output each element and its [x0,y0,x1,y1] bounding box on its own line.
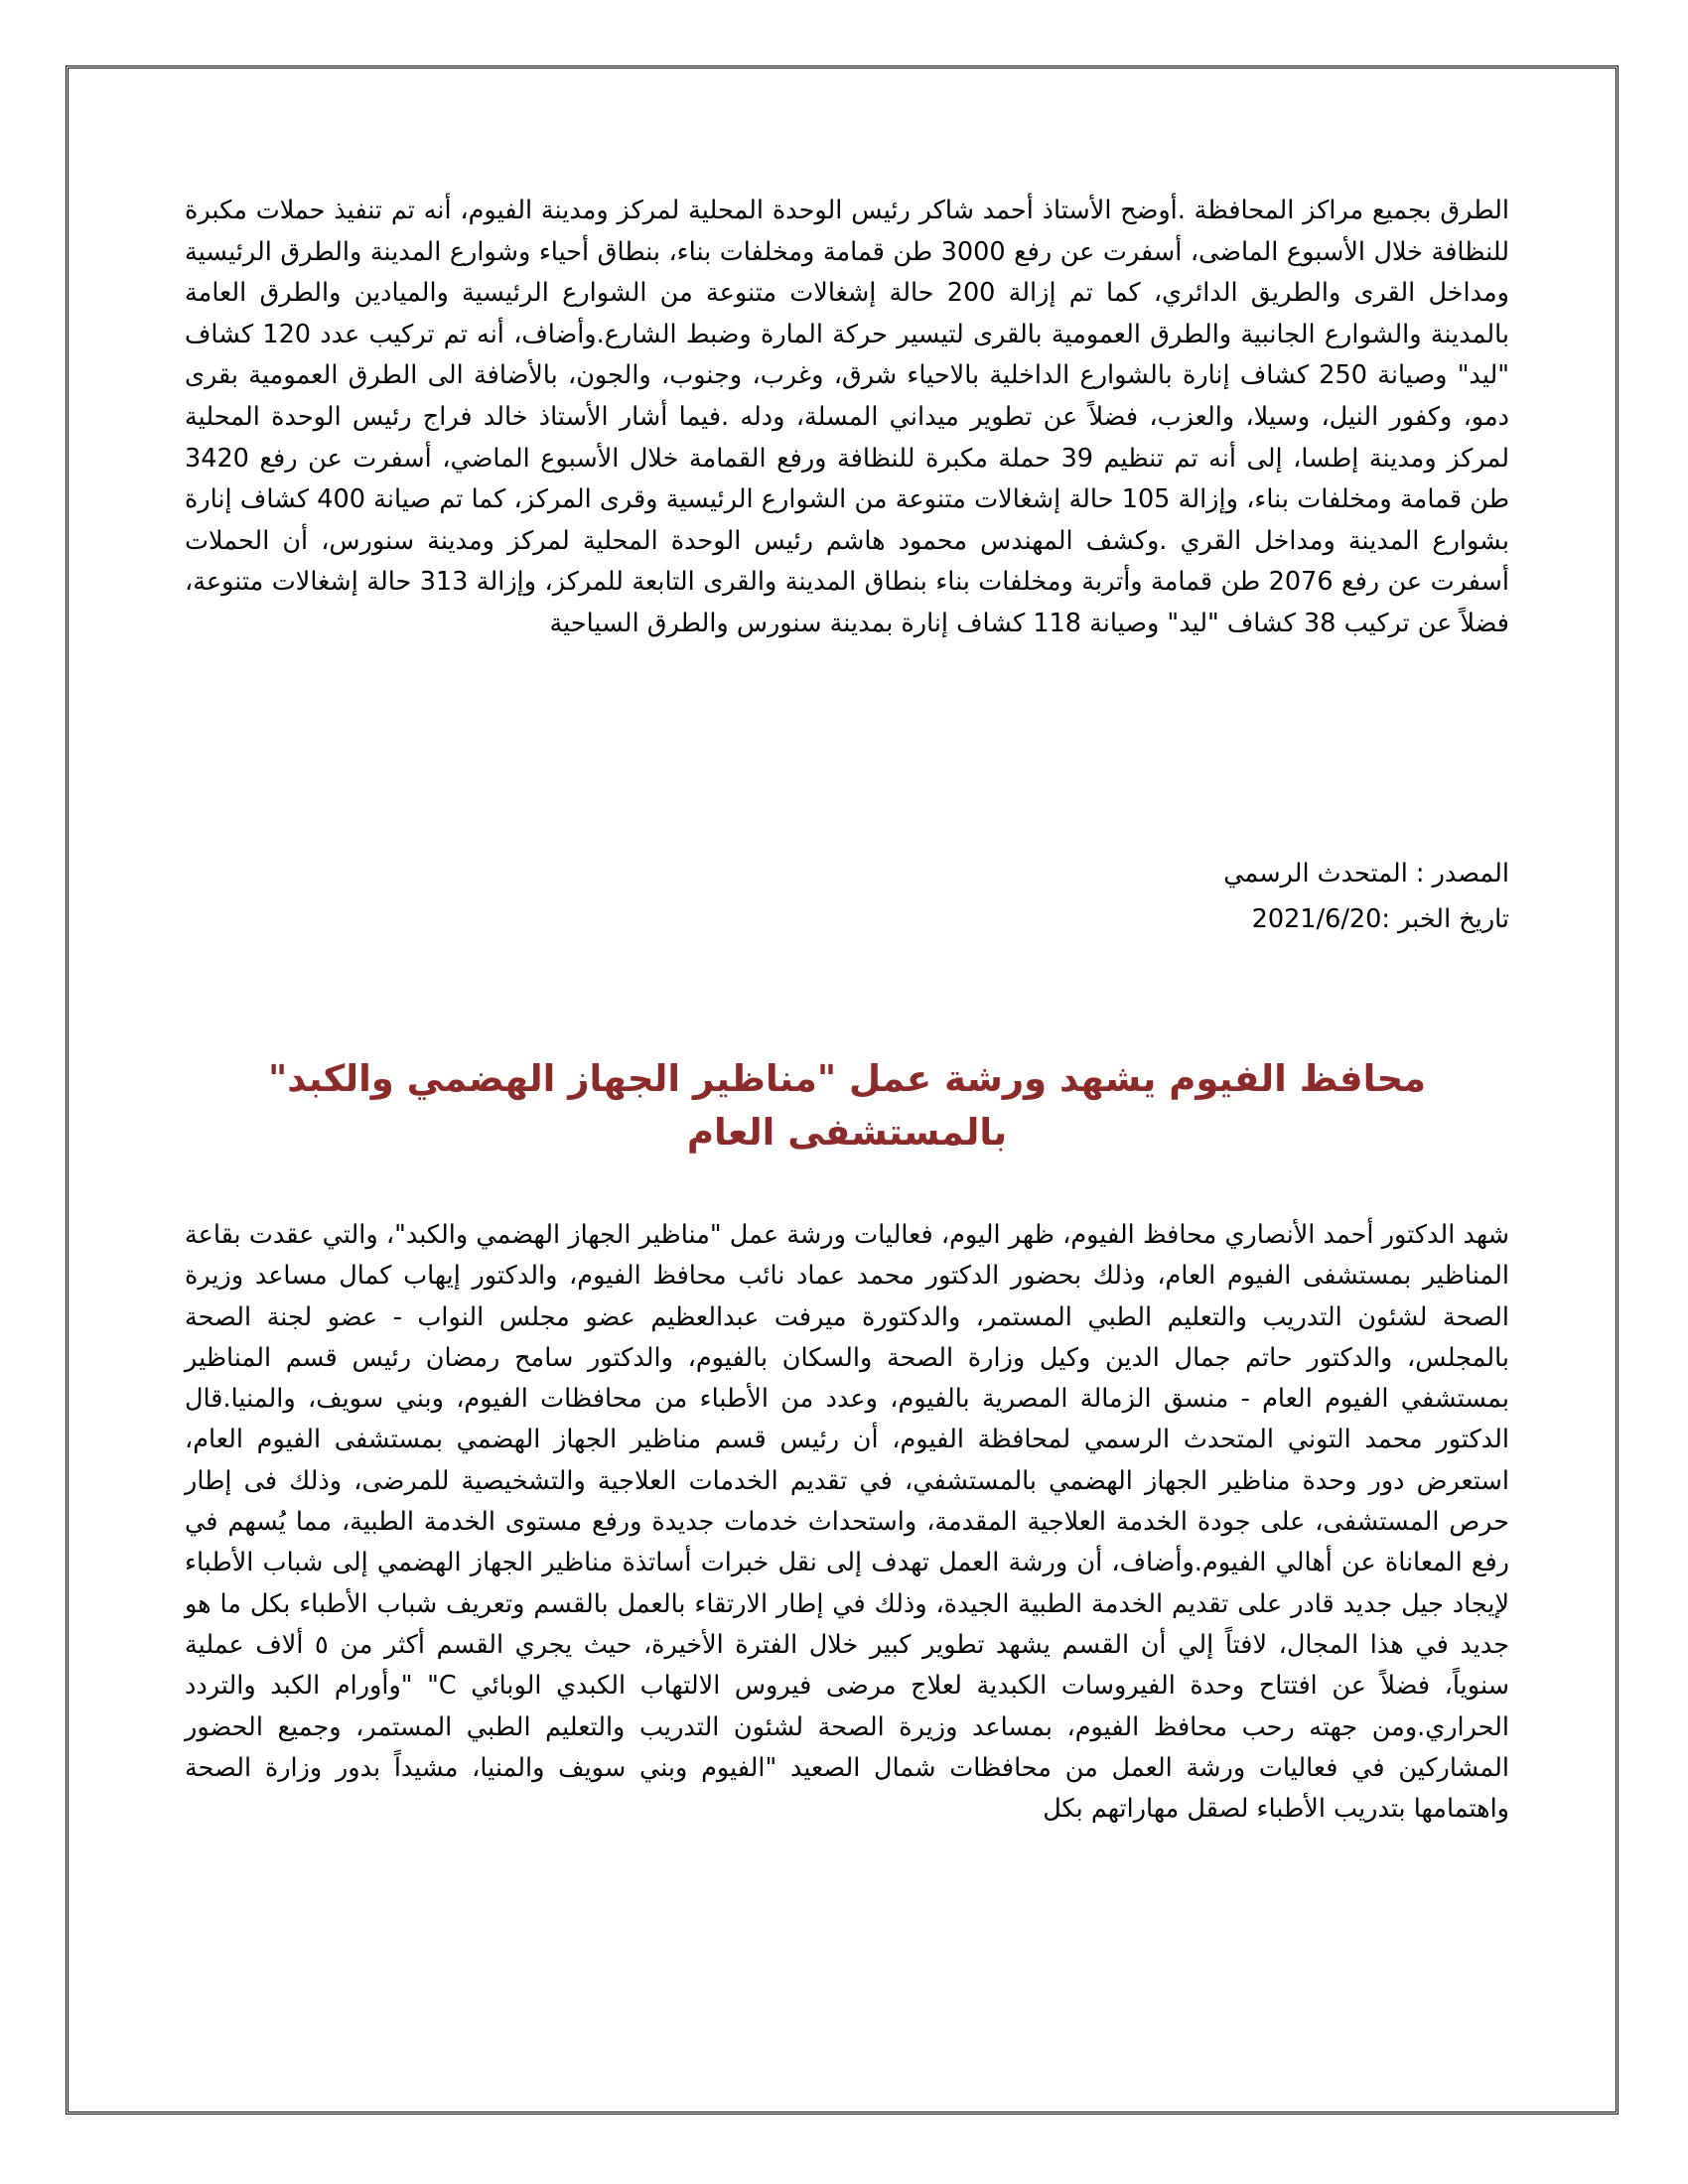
article-paragraph-text: الطرق بجميع مراكز المحافظة .أوضح الأستاذ أحمد شاكر رئيس الوحدة المحلية لمركز ومدينة الفيوم، أنه تم تنفيذ حملات مكبرة للنظافة خلال الأسبوع الماضى، أسفرت عن رفع 3000 طن قمامة ومخلفات بناء، بنطاق أحياء وشوارع المدينة والطرق الرئيسية ومداخل القرى والطريق الدائري، كما تم إزالة 200 حالة إشغالات متنوعة من الشوارع الرئيسية والميادين والطرق العامة بالمدينة والشوارع الجانبية والطرق العمومية بالقرى لتيسير حركة المارة وضبط الشارع.وأضاف، أنه تم تركيب عدد 120 كشاف "ليد" وصيانة 250 كشاف إنارة بالشوارع الداخلية بالاحياء شرق، وغرب، وجنوب، والجون، بالأضافة الى الطرق العمومية بقرى دمو، وكفور النيل، وسيلا، والعزب، فضلاً عن تطوير ميداني المسلة، ودله .فيما أشار الأستاذ خالد فراج رئيس الوحدة المحلية لمركز ومدينة إطسا، إلى أنه تم تنظيم 39 حملة مكبرة للنظافة ورفع القمامة خلال الأسبوع الماضي، أسفرت عن رفع 3420 طن قمامة ومخلفات بناء، وإزالة 105 حالة إشغالات متنوعة من الشوارع الرئيسية وقرى المركز، كما تم صيانة 400 كشاف إنارة بشوارع المدينة ومداخل القري .وكشف المهندس محمود هاشم رئيس الوحدة المحلية لمركز ومدينة سنورس، أن الحملات أسفرت عن رفع 2076 طن قمامة وأتربة ومخلفات بناء بنطاق المدينة والقرى التابعة للمركز، وإزالة 313 حالة إشغالات متنوعة، فضلاً عن تركيب 38 كشاف "ليد" وصيانة 118 كشاف إنارة بمدينة سنورس والطرق السياحية [185,196,1510,638]
news-date: تاريخ الخبر :2021/6/20 [1251,904,1509,934]
news-source: المصدر : المتحدث الرسمي [1223,859,1509,888]
article-body-paragraph-2 [185,1215,1509,1830]
article-body-paragraph [185,191,1509,645]
article-headline: محافظ الفيوم يشهد ورشة عمل "مناظير الجهاز الهضمي والكبد" بالمستشفى العام [267,1057,1427,1154]
article-paragraph-text-2: شهد الدكتور أحمد الأنصاري محافظ الفيوم، ظهر اليوم، فعاليات ورشة عمل "مناظير الجهاز الهضمي والكبد"، والتي عقدت بقاعة المناظير بمستشفى الفيوم العام، وذلك بحضور الدكتور محمد عماد نائب محافظ الفيوم، والدكتور إيهاب كمال مساعد وزيرة الصحة لشئون التدريب والتعليم الطبي المستمر، والدكتورة ميرفت عبدالعظيم عضو مجلس النواب - عضو لجنة الصحة بالمجلس، والدكتور حاتم جمال الدين وكيل وزارة الصحة والسكان بالفيوم، والدكتور سامح رمضان رئيس قسم المناظير بمستشفي الفيوم العام - منسق الزمالة المصرية بالفيوم، وعدد من الأطباء من محافظات الفيوم، وبني سويف، والمنيا.قال الدكتور محمد التوني المتحدث الرسمي لمحافظة الفيوم، أن رئيس قسم مناظير الجهاز الهضمي بمستشفى الفيوم العام، استعرض دور وحدة مناظير الجهاز الهضمي بالمستشفي، في تقديم الخدمات العلاجية والتشخيصية للمرضى، وذلك فى إطار حرص المستشفى، على جودة الخدمة العلاجية المقدمة، واستحداث خدمات جديدة ورفع مستوى الخدمة الطبية، مما يُسهم في رفع المعاناة عن أهالي الفيوم.وأضاف، أن ورشة العمل تهدف إلى نقل خبرات أساتذة مناظير الجهاز الهضمي إلى شباب الأطباء لإيجاد جيل جديد قادر على تقديم الخدمة الطبية الجيدة، وذلك في إطار الارتقاء بالعمل بالقسم وتعريف شباب الأطباء بكل ما هو جديد في هذا المجال، لافتاً إلي أن القسم يشهد تطوير كبير خلال الفترة الأخيرة، حيث يجري القسم أكثر من ٥ ألاف عملية سنوياً، فضلاً عن افتتاح وحدة الفيروسات الكبدية لعلاج مرضى فيروس الالتهاب الكبدي الوبائي C" "وأورام الكبد والتردد الحراري.ومن جهته رحب محافظ الفيوم، بمساعد وزيرة الصحة لشئون التدريب والتعليم الطبي المستمر، وجميع الحضور المشاركين في فعاليات ورشة العمل من محافظات شمال الصعيد "الفيوم وبني سويف والمنيا، مشيداً بدور وزارة الصحة واهتمامها بتدريب الأطباء لصقل مهاراتهم بكل [185,1220,1509,1825]
